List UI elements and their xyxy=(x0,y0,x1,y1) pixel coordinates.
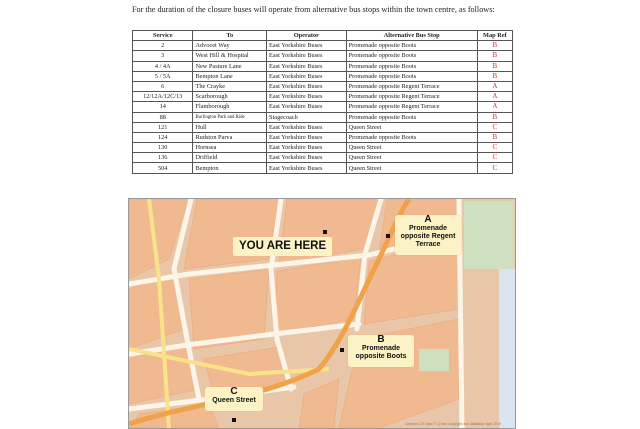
stop-name-b: Promenade opposite Boots xyxy=(355,345,407,360)
cell-to: Bempton Lane xyxy=(193,71,267,81)
cell-map-ref: B xyxy=(477,41,512,51)
cell-to: Hull xyxy=(193,122,267,132)
table-row xyxy=(133,41,513,51)
cell-map-ref: C xyxy=(477,153,512,163)
cell-service: 504 xyxy=(133,163,193,173)
cell-map-ref: A xyxy=(477,81,512,91)
table-row xyxy=(133,71,513,81)
cell-stop: Promenade opposite Regent Terrace xyxy=(346,102,477,112)
cell-operator: East Yorkshire Buses xyxy=(267,81,347,91)
table-row xyxy=(133,92,513,102)
cell-to: Advocet Way xyxy=(193,41,267,51)
header-stop: Alternative Bus Stop xyxy=(346,31,477,41)
cell-service: 88 xyxy=(133,112,193,122)
intro-text: For the duration of the closure buses will operate from alternative bus stops within the town centre, as follows: xyxy=(132,5,495,14)
cell-operator: East Yorkshire Buses xyxy=(267,102,347,112)
stop-letter-b: B xyxy=(377,334,385,345)
stop-letter-c: C xyxy=(230,386,238,397)
cell-operator: East Yorkshire Buses xyxy=(267,143,347,153)
cell-operator: East Yorkshire Buses xyxy=(267,122,347,132)
stop-marker-a xyxy=(386,234,390,238)
cell-stop: Promenade opposite Boots xyxy=(346,61,477,71)
map-park xyxy=(464,201,514,269)
cell-to: Burlington Park and Ride xyxy=(193,112,267,122)
cell-map-ref: B xyxy=(477,51,512,61)
cell-map-ref: A xyxy=(477,92,512,102)
cell-operator: East Yorkshire Buses xyxy=(267,41,347,51)
cell-service: 6 xyxy=(133,81,193,91)
cell-operator: East Yorkshire Buses xyxy=(267,71,347,81)
map-sea xyxy=(499,269,515,428)
service-table xyxy=(132,30,513,174)
cell-service: 3 xyxy=(133,51,193,61)
cell-map-ref: C xyxy=(477,122,512,132)
header-to: To xyxy=(193,31,267,41)
table-row xyxy=(133,153,513,163)
map-credit: Contains OS data © Crown copyright and database right 2019 xyxy=(404,422,501,426)
cell-to: Hornsea xyxy=(193,143,267,153)
cell-operator: Stagecoach xyxy=(267,112,347,122)
header-map-ref: Map Ref xyxy=(477,31,512,41)
table-header-row xyxy=(133,31,513,41)
table-row xyxy=(133,163,513,173)
cell-map-ref: B xyxy=(477,132,512,142)
table-row xyxy=(133,143,513,153)
table-row xyxy=(133,51,513,61)
cell-stop: Queen Street xyxy=(346,153,477,163)
cell-to: New Pasture Lane xyxy=(193,61,267,71)
cell-stop: Queen Street xyxy=(346,163,477,173)
cell-stop: Queen Street xyxy=(346,143,477,153)
cell-stop: Promenade opposite Boots xyxy=(346,41,477,51)
street-map xyxy=(128,198,516,429)
table-row xyxy=(133,61,513,71)
table-row xyxy=(133,102,513,112)
cell-map-ref: C xyxy=(477,143,512,153)
cell-map-ref: B xyxy=(477,71,512,81)
cell-to: Rudston Parva xyxy=(193,132,267,142)
stop-label-b xyxy=(348,335,414,367)
cell-operator: East Yorkshire Buses xyxy=(267,92,347,102)
header-operator: Operator xyxy=(267,31,347,41)
cell-to: Bempton xyxy=(193,163,267,173)
stop-label-a xyxy=(395,215,461,255)
header-service: Service xyxy=(133,31,193,41)
cell-to: The Crayke xyxy=(193,81,267,91)
cell-stop: Promenade opposite Regent Terrace xyxy=(346,81,477,91)
cell-map-ref: B xyxy=(477,112,512,122)
cell-stop: Promenade opposite Boots xyxy=(346,132,477,142)
cell-to: West Hill & Hospital xyxy=(193,51,267,61)
cell-service: 130 xyxy=(133,143,193,153)
cell-to: Scarborough xyxy=(193,92,267,102)
cell-operator: East Yorkshire Buses xyxy=(267,51,347,61)
cell-map-ref: A xyxy=(477,102,512,112)
stop-marker-c xyxy=(232,418,236,422)
cell-map-ref: C xyxy=(477,163,512,173)
cell-stop: Promenade opposite Boots xyxy=(346,71,477,81)
cell-map-ref: B xyxy=(477,61,512,71)
stop-letter-a: A xyxy=(424,214,432,225)
table-row xyxy=(133,132,513,142)
stop-name-c: Queen Street xyxy=(212,397,256,404)
cell-service: 5 / 5A xyxy=(133,71,193,81)
cell-operator: East Yorkshire Buses xyxy=(267,132,347,142)
cell-service: 121 xyxy=(133,122,193,132)
stop-name-a: Promenade opposite Regent Terrace xyxy=(400,225,456,248)
cell-to: Driffield xyxy=(193,153,267,163)
cell-service: 136 xyxy=(133,153,193,163)
cell-service: 2 xyxy=(133,41,193,51)
cell-stop: Queen Street xyxy=(346,122,477,132)
cell-operator: East Yorkshire Buses xyxy=(267,153,347,163)
you-are-here-marker xyxy=(323,230,327,234)
table-row xyxy=(133,122,513,132)
stop-marker-b xyxy=(340,348,344,352)
cell-service: 4 / 4A xyxy=(133,61,193,71)
cell-stop: Promenade opposite Boots xyxy=(346,112,477,122)
cell-operator: East Yorkshire Buses xyxy=(267,61,347,71)
you-are-here-label: YOU ARE HERE xyxy=(233,237,332,256)
cell-operator: East Yorkshire Buses xyxy=(267,163,347,173)
table-row xyxy=(133,81,513,91)
cell-service: 124 xyxy=(133,132,193,142)
cell-stop: Promenade opposite Boots xyxy=(346,51,477,61)
cell-to: Flamborough xyxy=(193,102,267,112)
stop-label-c xyxy=(205,387,263,411)
table-row xyxy=(133,112,513,122)
map-green-space xyxy=(419,349,449,371)
cell-service: 12/12A/12C/13 xyxy=(133,92,193,102)
cell-service: 14 xyxy=(133,102,193,112)
cell-stop: Promenade opposite Regent Terrace xyxy=(346,92,477,102)
